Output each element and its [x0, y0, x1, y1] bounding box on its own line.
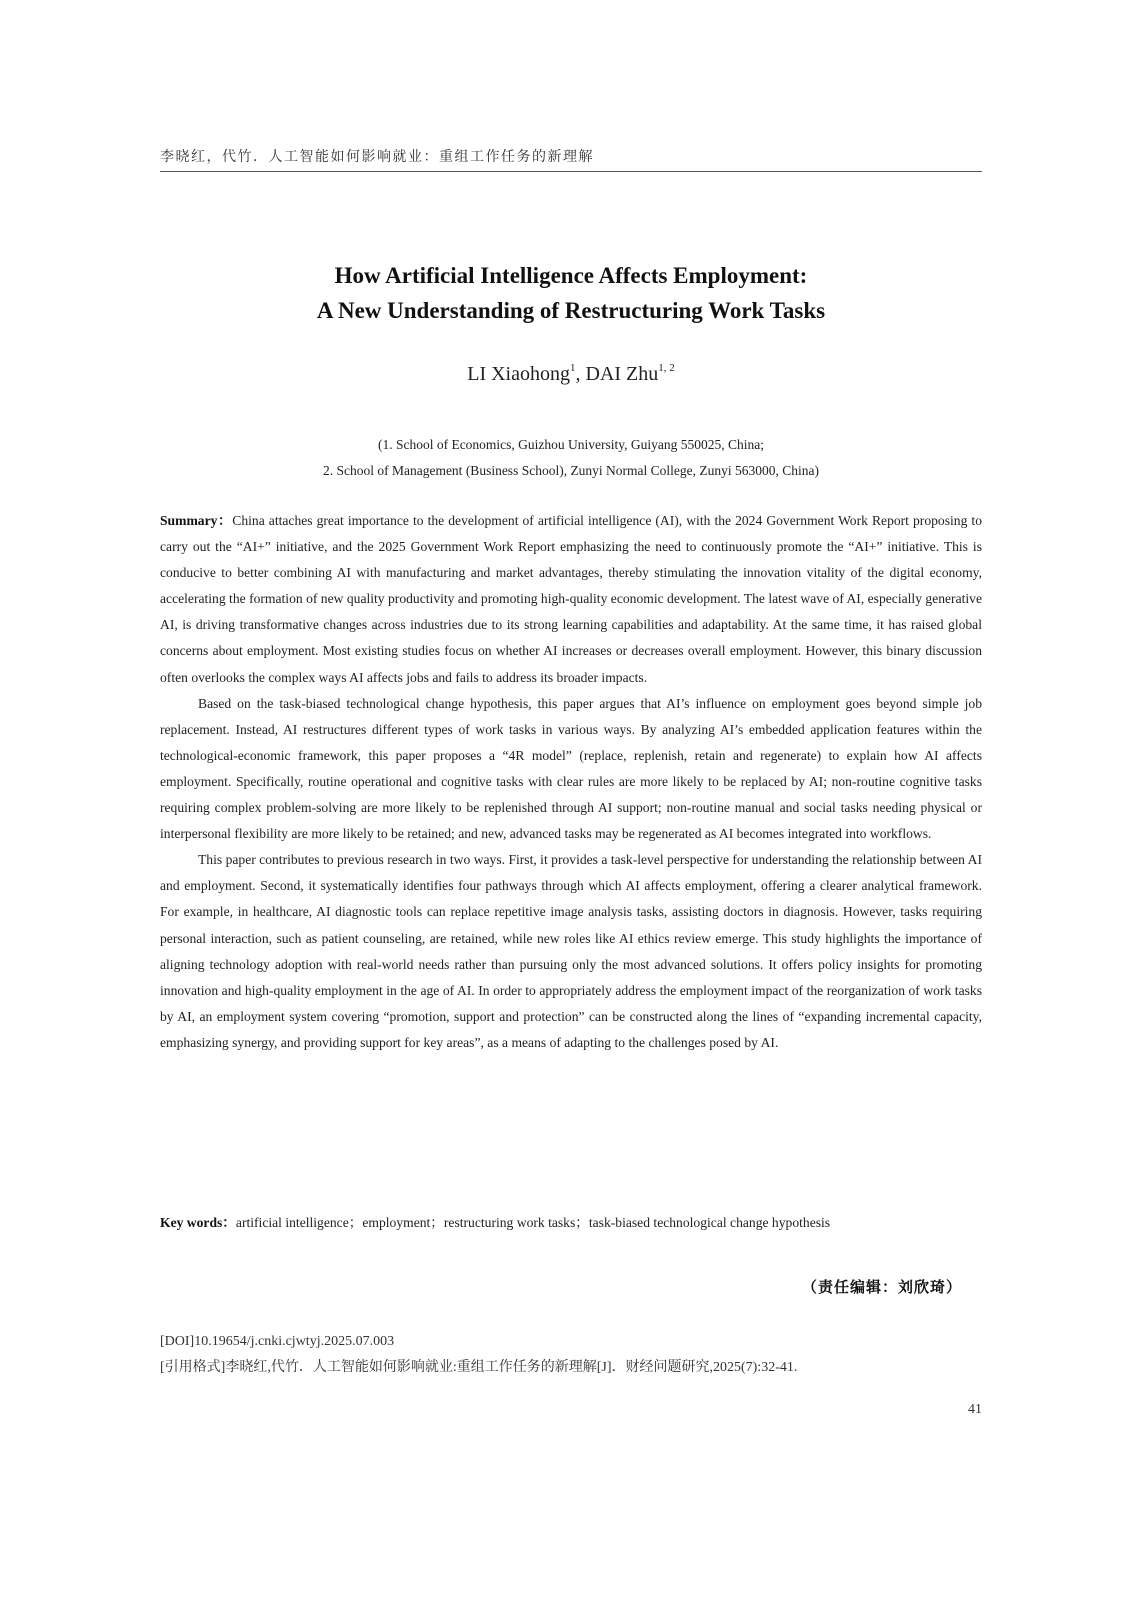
- affiliations: [160, 432, 982, 484]
- summary-paragraph-3: This paper contributes to previous research in two ways. First, it provides a task-level perspective for understanding the relationship between AI and employment. Second, it systematically identifies four pathways through which AI affects employment, offering a clearer analytical framework. For example, in healthcare, AI diagnostic tools can replace repetitive image analysis tasks, assisting doctors in diagnosis. However, tasks requiring personal interaction, such as patient counseling, are retained, while new roles like AI ethics review emerge. This study highlights the importance of aligning technology adoption with real-world needs rather than pursuing only the most advanced solutions. It offers policy insights for promoting innovation and high-quality employment in the age of AI. In order to appropriately address the employment impact of the reorganization of work tasks by AI, an employment system covering “promotion, support and protection” can be constructed along the lines of “expanding incremental capacity, emphasizing synergy, and providing support for key areas”, as a means of adapting to the challenges posed by AI.: [160, 852, 982, 1050]
- affiliation-1: (1. School of Economics, Guizhou University, Guiyang 550025, China;: [377, 437, 765, 452]
- paper-title: [160, 258, 982, 328]
- author-2-name: DAI Zhu: [585, 363, 659, 385]
- summary-paragraph-1: [160, 508, 982, 691]
- responsible-editor: （责任编辑：刘欣琦）: [801, 1278, 962, 1296]
- affiliation-2: 2. School of Management (Business School), Zunyi Normal College, Zunyi 563000, China): [322, 463, 820, 478]
- author-2-affiliation-mark: 1, 2: [658, 362, 675, 374]
- authors: [160, 362, 982, 386]
- title-line-2: A New Understanding of Restructuring Work Tasks: [316, 298, 826, 323]
- citation-format: [引用格式]李晓红,代竹．人工智能如何影响就业:重组工作任务的新理解[J]．财经问题研究,2025(7):32-41.: [160, 1360, 798, 1375]
- keywords-label: Key words：: [160, 1215, 236, 1230]
- summary-section: [160, 508, 982, 1056]
- author-separator: ,: [575, 363, 586, 385]
- summary-label: Summary：: [160, 513, 233, 528]
- author-1-affiliation-mark: 1: [570, 362, 576, 374]
- doi: [DOI]10.19654/j.cnki.cjwtyj.2025.07.003: [160, 1334, 395, 1349]
- author-1-name: LI Xiaohong: [467, 363, 570, 385]
- paper-page: [160, 0, 982, 1600]
- running-header: 李晓红，代竹．人工智能如何影响就业：重组工作任务的新理解: [160, 149, 594, 165]
- summary-paragraph-1-text: China attaches great importance to the development of artificial intelligence (AI), with the 2024 Government Work Report proposing to carry out the “AI+” initiative, and the 2025 Government Work Report emphasizing the need to continuously promote the “AI+” initiative. This is conducive to better combining AI with manufacturing and market advantages, thereby stimulating the innovation vitality of the digital economy, accelerating the formation of new quality productivity and promoting high-quality economic development. The latest wave of AI, especially generative AI, is driving transformative changes across industries due to its strong learning capabilities and adaptability. At the same time, it has raised global concerns about employment. Most existing studies focus on whether AI increases or decreases overall employment. However, this binary discussion often overlooks the complex ways AI affects jobs and fails to address its broader impacts.: [160, 513, 982, 685]
- summary-paragraph-2: Based on the task-biased technological change hypothesis, this paper argues that AI’s influence on employment goes beyond simple job replacement. Instead, AI restructures different types of work tasks in various ways. By analyzing AI’s embedded application features within the technological-economic framework, this paper proposes a “4R model” (replace, replenish, retain and regenerate) to explain how AI affects employment. Specifically, routine operational and cognitive tasks with clear rules are more likely to be replaced by AI; non-routine cognitive tasks requiring complex problem-solving are more likely to be replenished through AI support; non-routine manual and social tasks needing physical or interpersonal flexibility are more likely to be retained; and new, advanced tasks may be regenerated as AI becomes integrated into workflows.: [160, 695, 982, 842]
- keywords: [160, 1210, 982, 1236]
- page-number: 41: [968, 1402, 982, 1417]
- keywords-text: artificial intelligence；employment；restructuring work tasks；task-biased technological change hypothesis: [235, 1215, 831, 1230]
- header-rule: [160, 171, 982, 172]
- title-line-1: How Artificial Intelligence Affects Employment:: [334, 263, 808, 288]
